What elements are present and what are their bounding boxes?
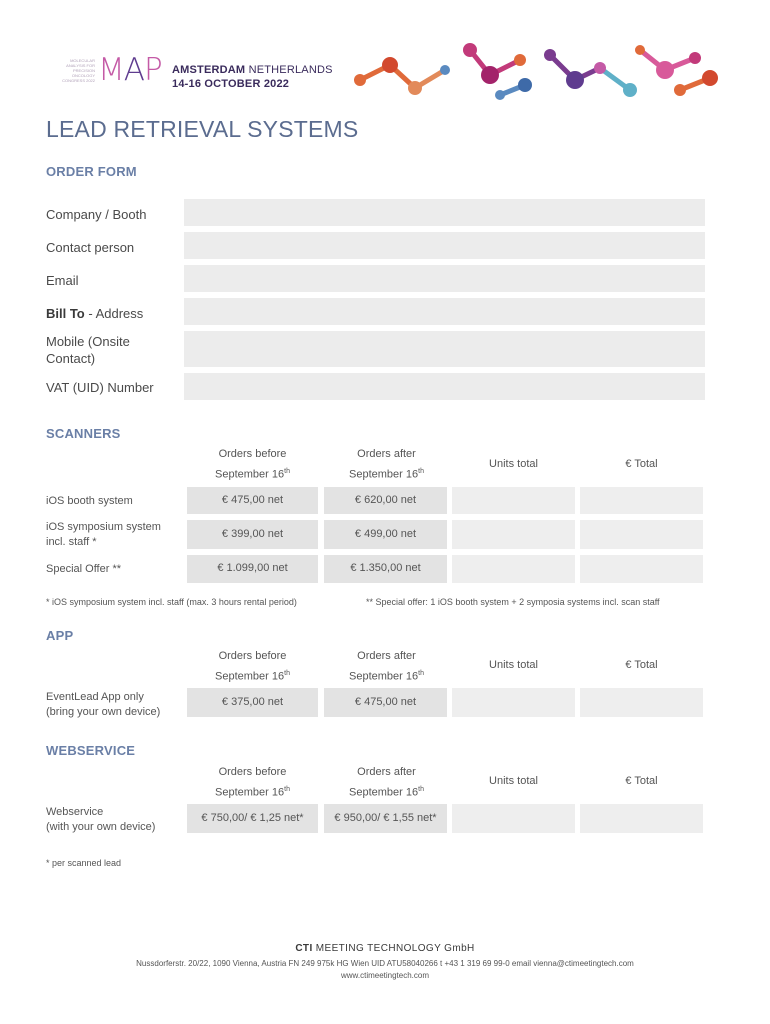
webservice-total-input[interactable] — [580, 804, 703, 833]
webservice-label: Webservice (with your own device) — [46, 806, 156, 833]
webservice-col-total: € Total — [625, 775, 658, 787]
mobile-onsite-contact-field[interactable] — [184, 331, 705, 367]
map-logo: MAP — [98, 52, 162, 88]
webservice-col-after: Orders after September 16th — [349, 766, 424, 799]
ios-symposium-system-label: iOS symposium system incl. staff * — [46, 521, 161, 548]
page-title: LEAD RETRIEVAL SYSTEMS — [46, 116, 359, 142]
bill-to-address-field[interactable] — [184, 298, 705, 325]
scanners-col-after: Orders after September 16th — [349, 448, 424, 481]
scanners-col-total: € Total — [625, 458, 658, 470]
scanners-col-units: Units total — [489, 458, 538, 470]
ios-symposium-price-after: € 499,00 net — [324, 520, 447, 549]
scanners-footnote-2: ** Special offer: 1 iOS booth system + 2 symposia systems incl. scan staff — [366, 597, 660, 607]
app-col-total: € Total — [625, 659, 658, 671]
mobile-onsite-contact-label: Mobile (Onsite Contact) — [46, 334, 130, 366]
company-booth-field[interactable] — [184, 199, 705, 226]
special-offer-units-input[interactable] — [452, 555, 575, 583]
ios-booth-units-input[interactable] — [452, 487, 575, 514]
email-field[interactable] — [184, 265, 705, 292]
webservice-units-input[interactable] — [452, 804, 575, 833]
scanners-footnote-1: * iOS symposium system incl. staff (max. 3 hours rental period) — [46, 597, 297, 607]
order-form-heading: ORDER FORM — [46, 164, 137, 179]
vat-number-field[interactable] — [184, 373, 705, 400]
eventlead-price-after: € 475,00 net — [324, 688, 447, 717]
bill-to-address-label: Bill To - Address — [46, 306, 144, 321]
ios-booth-price-after: € 620,00 net — [324, 487, 447, 514]
email-label: Email — [46, 273, 79, 288]
webservice-col-before: Orders before September 16th — [215, 766, 290, 799]
app-col-before: Orders before September 16th — [215, 650, 290, 683]
company-booth-label: Company / Booth — [46, 207, 147, 222]
special-offer-label: Special Offer ** — [46, 563, 122, 575]
ios-booth-total-input[interactable] — [580, 487, 703, 514]
ios-symposium-units-input[interactable] — [452, 520, 575, 549]
contact-person-field[interactable] — [184, 232, 705, 259]
app-col-units: Units total — [489, 659, 538, 671]
special-offer-price-after: € 1.350,00 net — [324, 555, 447, 583]
webservice-heading: WEBSERVICE — [46, 743, 136, 758]
molecule-banner-image — [350, 40, 722, 104]
eventlead-total-input[interactable] — [580, 688, 703, 717]
webservice-price-after: € 950,00/ € 1,55 net* — [324, 804, 447, 833]
event-dates: 14-16 OCTOBER 2022 — [172, 78, 290, 90]
webservice-col-units: Units total — [489, 775, 538, 787]
webservice-price-before: € 750,00/ € 1,25 net* — [187, 804, 318, 833]
footer-website-link[interactable]: www.ctimeetingtech.com — [340, 971, 430, 980]
footer-company-name: CTI MEETING TECHNOLOGY GmbH — [295, 943, 475, 954]
special-offer-total-input[interactable] — [580, 555, 703, 583]
ios-booth-system-label: iOS booth system — [46, 495, 133, 507]
webservice-footnote: * per scanned lead — [46, 858, 122, 868]
ios-symposium-price-before: € 399,00 net — [187, 520, 318, 549]
special-offer-price-before: € 1.099,00 net — [187, 555, 318, 583]
footer-address: Nussdorferstr. 20/22, 1090 Vienna, Austria FN 249 975k HG Wien UID ATU58040266 t +43 1 319 69 99-0 email vienna@ctimeetingtech.com — [136, 959, 634, 968]
eventlead-units-input[interactable] — [452, 688, 575, 717]
ios-symposium-total-input[interactable] — [580, 520, 703, 549]
app-heading: APP — [46, 628, 74, 643]
event-location: AMSTERDAM NETHERLANDS — [172, 64, 333, 76]
scanners-heading: SCANNERS — [46, 426, 121, 441]
logo-subtitle: MOLECULAR ANALYSIS FOR PRECISION ONCOLOGY CONGRESS 2022 — [62, 58, 95, 83]
vat-number-label: VAT (UID) Number — [46, 380, 154, 395]
eventlead-price-before: € 375,00 net — [187, 688, 318, 717]
ios-booth-price-before: € 475,00 net — [187, 487, 318, 514]
eventlead-app-label: EventLead App only (bring your own device) — [46, 691, 161, 718]
contact-person-label: Contact person — [46, 240, 135, 255]
scanners-col-before: Orders before September 16th — [215, 448, 290, 481]
app-col-after: Orders after September 16th — [349, 650, 424, 683]
